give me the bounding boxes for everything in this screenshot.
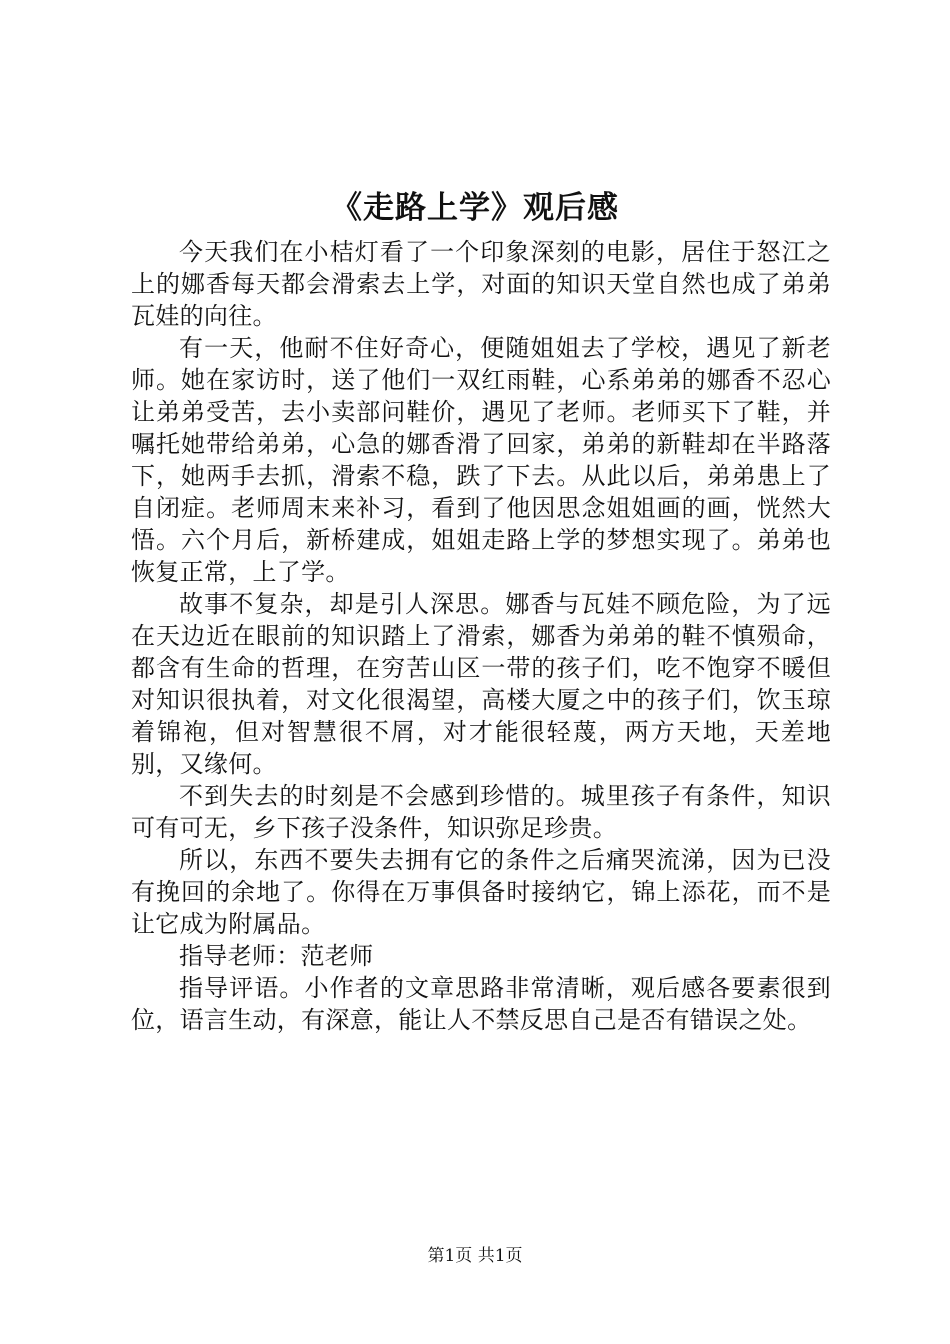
body-paragraph: 有一天，他耐不住好奇心，便随姐姐去了学校，遇见了新老师。她在家访时，送了他们一双红雨鞋，心系弟弟的娜香不忍心让弟弟受苦，去小卖部问鞋价，遇见了老师。老师买下了鞋，并嘱托她带给弟弟，心急的娜香滑了回家，弟弟的新鞋却在半路落下，她两手去抓，滑索不稳，跌了下去。从此以后，弟弟患上了自闭症。老师周末来补习，看到了他因思念姐姐画的画，恍然大悟。六个月后，新桥建成，姐姐走路上学的梦想实现了。弟弟也恢复正常，上了学。 [131,334,831,586]
teacher-comment: 指导评语。小作者的文章思路非常清晰，观后感各要素很到位，语言生动，有深意，能让人不禁反思自己是否有错误之处。 [131,974,831,1034]
body-paragraph: 所以，东西不要失去拥有它的条件之后痛哭流涕，因为已没有挽回的余地了。你得在万事俱备时接纳它，锦上添花，而不是让它成为附属品。 [131,846,831,938]
body-paragraph: 不到失去的时刻是不会感到珍惜的。城里孩子有条件，知识可有可无，乡下孩子没条件，知识弥足珍贵。 [131,782,831,842]
document-body [131,236,831,1036]
page-footer: 第1页 共1页 [427,1246,523,1266]
teacher-line: 指导老师：范老师 [179,942,374,970]
body-paragraph: 今天我们在小桔灯看了一个印象深刻的电影，居住于怒江之上的娜香每天都会滑索去上学，对面的知识天堂自然也成了弟弟瓦娃的向往。 [131,238,831,330]
document-title: 《走路上学》观后感 [331,190,619,226]
body-paragraph: 故事不复杂，却是引人深思。娜香与瓦娃不顾危险，为了远在天边近在眼前的知识踏上了滑索，娜香为弟弟的鞋不慎殒命，都含有生命的哲理，在穷苦山区一带的孩子们，吃不饱穿不暖但对知识很执着，对文化很渴望，高楼大厦之中的孩子们，饮玉琼着锦袍，但对智慧很不屑，对才能很轻蔑，两方天地，天差地别，又缘何。 [131,590,831,778]
